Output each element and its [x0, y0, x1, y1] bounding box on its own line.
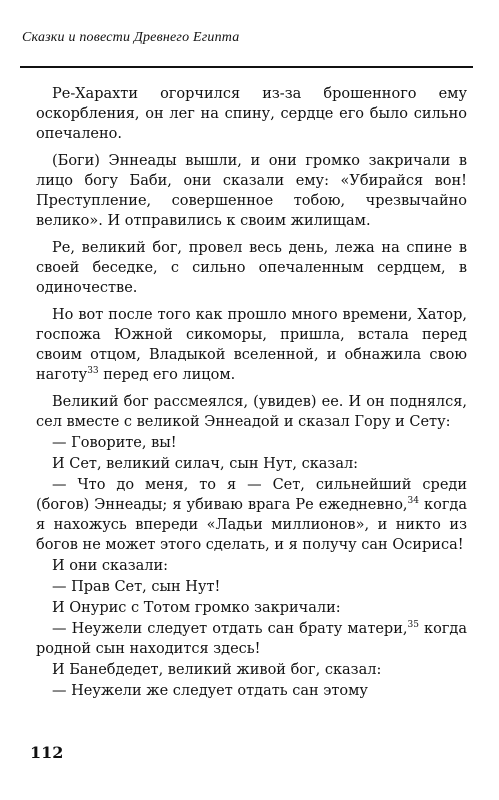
paragraph-text: Но вот после того как прошло много времени, Хатор, госпожа Южной сикоморы, пришла, встала перед своим отцом, Владыкой вселенной, и обнажила свою наготу [36, 307, 467, 383]
paragraph: (Боги) Эннеады вышли, и они громко закричали в лицо богу Баби, они сказали ему: «Убирайся вон! Преступление, совершенное тобою, чрезвычайно велико». И отправились к своим жилищам. [36, 153, 467, 229]
dialogue-line: — Неужели же следует отдать сан этому [52, 683, 368, 699]
paragraph-text: перед его лицом. [98, 367, 236, 383]
paragraph [36, 305, 467, 385]
paragraph-text: — Неужели следует отдать сан брату матери, [52, 621, 408, 637]
footnote-ref: 33 [87, 366, 99, 377]
paragraph-text: — Что до меня, то я — Сет, сильнейший среди (богов) Эннеады; я убиваю врага Ре ежедневно, [36, 477, 467, 513]
paragraph-text: когда я нахожусь впереди «Ладьи миллионов», и никто из богов не может этого сделать, и я получу сан Осириса! [36, 497, 468, 553]
body-text [36, 84, 467, 702]
dialogue-line [36, 475, 467, 555]
page-number: 112 [30, 743, 64, 762]
paragraph: И Банебдедет, великий живой бог, сказал: [52, 662, 382, 678]
footnote-ref: 34 [407, 496, 419, 507]
paragraph: И Сет, великий силач, сын Нут, сказал: [52, 456, 359, 472]
dialogue-line: — Прав Сет, сын Нут! [52, 579, 221, 595]
paragraph-text: когда родной сын находится здесь! [36, 621, 467, 657]
paragraph: Ре-Харахти огорчился из-за брошенного ему оскорбления, он лег на спину, сердце его было сильно опечалено. [36, 86, 467, 142]
paragraph: Ре, великий бог, провел весь день, лежа на спине в своей беседке, с сильно опечаленным сердцем, в одиночестве. [36, 240, 467, 296]
paragraph: Великий бог рассмеялся, (увидев) ее. И он поднялся, сел вместе с великой Эннеадой и сказал Гору и Сету: [36, 394, 467, 430]
paragraph: И Онурис с Тотом громко закричали: [52, 600, 341, 616]
footnote-ref: 35 [407, 620, 419, 631]
header-rule [20, 66, 473, 68]
dialogue-line [36, 619, 467, 659]
running-title: Сказки и повести Древнего Египта [22, 30, 240, 45]
dialogue-line: — Говорите, вы! [52, 435, 177, 451]
paragraph: И они сказали: [52, 558, 169, 574]
